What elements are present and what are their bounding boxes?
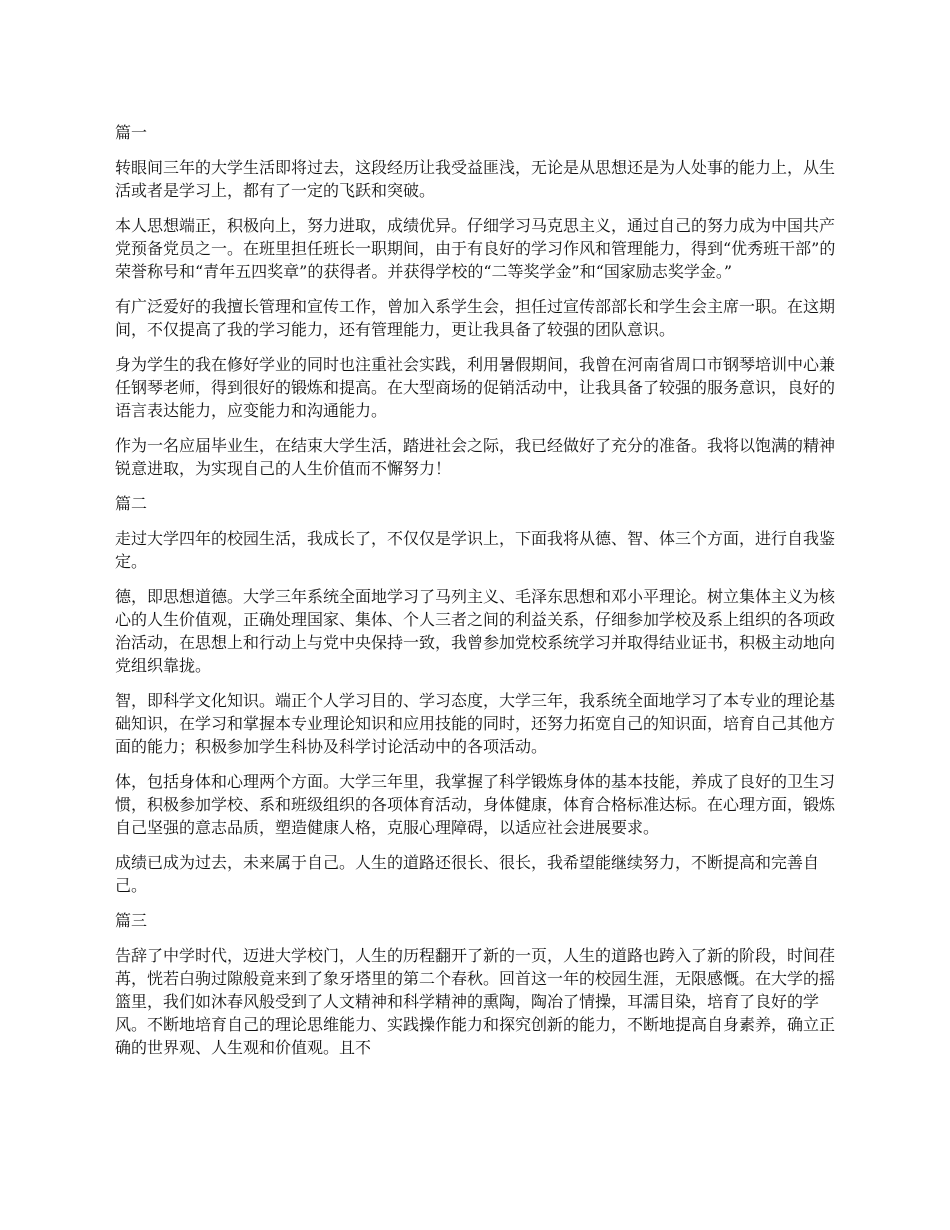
section-2 (115, 492, 841, 897)
paragraph: 成绩已成为过去，未来属于自己。人生的道路还很长、很长，我希望能继续努力，不断提高和完善自己。 (115, 853, 820, 895)
document-page (115, 121, 841, 1071)
paragraph: 智，即科学文化知识。端正个人学习目的、学习态度，大学三年，我系统全面地学习了本专业的理论基础知识，在学习和掌握本专业理论知识和应用技能的同时，还努力拓宽自己的知识面，培育自己其他方面的能力；积极参加学生科协及科学讨论活动中的各项活动。 (115, 691, 836, 756)
paragraph: 作为一名应届毕业生，在结束大学生活，踏进社会之际，我已经做好了充分的准备。我将以饱满的精神锐意进取，为实现自己的人生价值而不懈努力！ (115, 436, 836, 478)
section-heading: 篇一 (115, 123, 148, 142)
section-1 (115, 121, 841, 480)
paragraph: 德，即思想道德。大学三年系统全面地学习了马列主义、毛泽东思想和邓小平理论。树立集体主义为核心的人生价值观，正确处理国家、集体、个人三者之间的利益关系，仔细参加学校及系上组织的各项政治活动，在思想上和行动上与党中央保持一致，我曾参加党校系统学习并取得结业证书，积极主动地向党组织靠拢。 (115, 587, 836, 675)
paragraph: 告辞了中学时代，迈进大学校门，人生的历程翻开了新的一页，人生的道路也跨入了新的阶段，时间荏苒，恍若白驹过隙般竟来到了象牙塔里的第二个春秋。回首这一年的校园生涯，无限感慨。在大学的摇篮里，我们如沐春风般受到了人文精神和科学精神的熏陶，陶冶了情操，耳濡目染，培育了良好的学风。不断地培育自己的理论思维能力、实践操作能力和探究创新的能力，不断地提高自身素养，确立正确的世界观、人生观和价值观。且不 (115, 946, 836, 1057)
paragraph: 本人思想端正，积极向上，努力进取，成绩优异。仔细学习马克思主义，通过自己的努力成为中国共产党预备党员之一。在班里担任班长一职期间，由于有良好的学习作风和管理能力，得到“优秀班干部”的荣誉称号和“青年五四奖章”的获得者。并获得学校的“二等奖学金”和“国家励志奖学金。” (115, 216, 836, 281)
paragraph: 有广泛爱好的我擅长管理和宣传工作，曾加入系学生会，担任过宣传部部长和学生会主席一职。在这期间，不仅提高了我的学习能力，还有管理能力，更让我具备了较强的团队意识。 (115, 297, 836, 339)
paragraph: 转眼间三年的大学生活即将过去，这段经历让我受益匪浅，无论是从思想还是为人处事的能力上，从生活或者是学习上，都有了一定的飞跃和突破。 (115, 158, 836, 200)
section-3 (115, 909, 841, 1059)
section-heading: 篇二 (115, 494, 148, 513)
paragraph: 体，包括身体和心理两个方面。大学三年里，我掌握了科学锻炼身体的基本技能，养成了良好的卫生习惯，积极参加学校、系和班级组织的各项体育活动，身体健康，体育合格标准达标。在心理方面，锻炼自己坚强的意志品质，塑造健康人格，克服心理障碍，以适应社会进展要求。 (115, 772, 836, 837)
paragraph: 身为学生的我在修好学业的同时也注重社会实践，利用暑假期间，我曾在河南省周口市钢琴培训中心兼任钢琴老师，得到很好的锻炼和提高。在大型商场的促销活动中，让我具备了较强的服务意识，良好的语言表达能力，应变能力和沟通能力。 (115, 355, 836, 420)
paragraph: 走过大学四年的校园生活，我成长了，不仅仅是学识上，下面我将从德、智、体三个方面，进行自我鉴定。 (115, 529, 836, 571)
section-heading: 篇三 (115, 911, 148, 930)
